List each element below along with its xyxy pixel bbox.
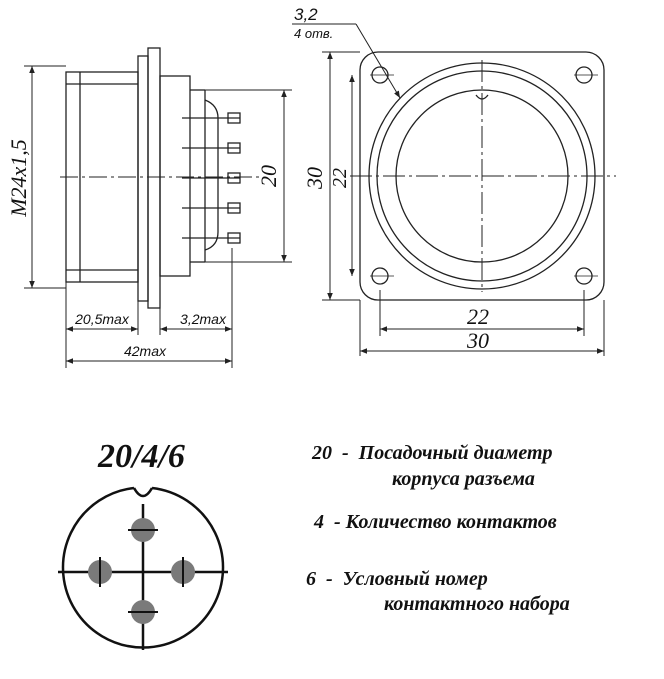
front-width-inner-label: 22 <box>467 304 489 329</box>
legend-text-4: Количество контактов <box>345 511 557 533</box>
legend-text-6a: Условный номер <box>342 568 488 590</box>
pin-layout <box>58 488 228 650</box>
side-rear-shell <box>160 76 190 276</box>
legend-line-1: 20 - Посадочный диаметр <box>312 442 553 464</box>
hole-count-label: 4 отв. <box>294 26 334 41</box>
thread-label: M24x1,5 <box>6 139 31 217</box>
side-flange <box>138 56 148 301</box>
front-view <box>292 24 616 356</box>
length-body-label: 20,5max <box>75 311 129 327</box>
length-tail-label: 3,2max <box>180 311 226 327</box>
connector-code: 20/4/6 <box>98 438 185 475</box>
legend-num-6: 6 <box>306 568 316 590</box>
front-height-outer-label: 30 <box>302 167 327 189</box>
legend-text-20a: Посадочный диаметр <box>358 442 553 464</box>
legend-num-20: 20 <box>312 442 332 464</box>
legend-line-2: 4 - Количество контактов <box>314 511 557 533</box>
hole-dim-label: 3,2 <box>294 5 318 24</box>
legend-text-20b: корпуса разъема <box>392 468 535 490</box>
legend-text-6b: контактного набора <box>384 593 570 615</box>
length-total-label: 42max <box>123 343 167 359</box>
front-height-inner-label: 22 <box>329 168 351 188</box>
side-pins <box>182 100 240 250</box>
legend-num-4: 4 <box>314 511 324 533</box>
legend-line-3: 6 - Условный номер <box>306 568 488 590</box>
side-view <box>24 48 292 368</box>
front-width-outer-label: 30 <box>467 328 489 353</box>
side-diameter-label: 20 <box>256 165 281 187</box>
